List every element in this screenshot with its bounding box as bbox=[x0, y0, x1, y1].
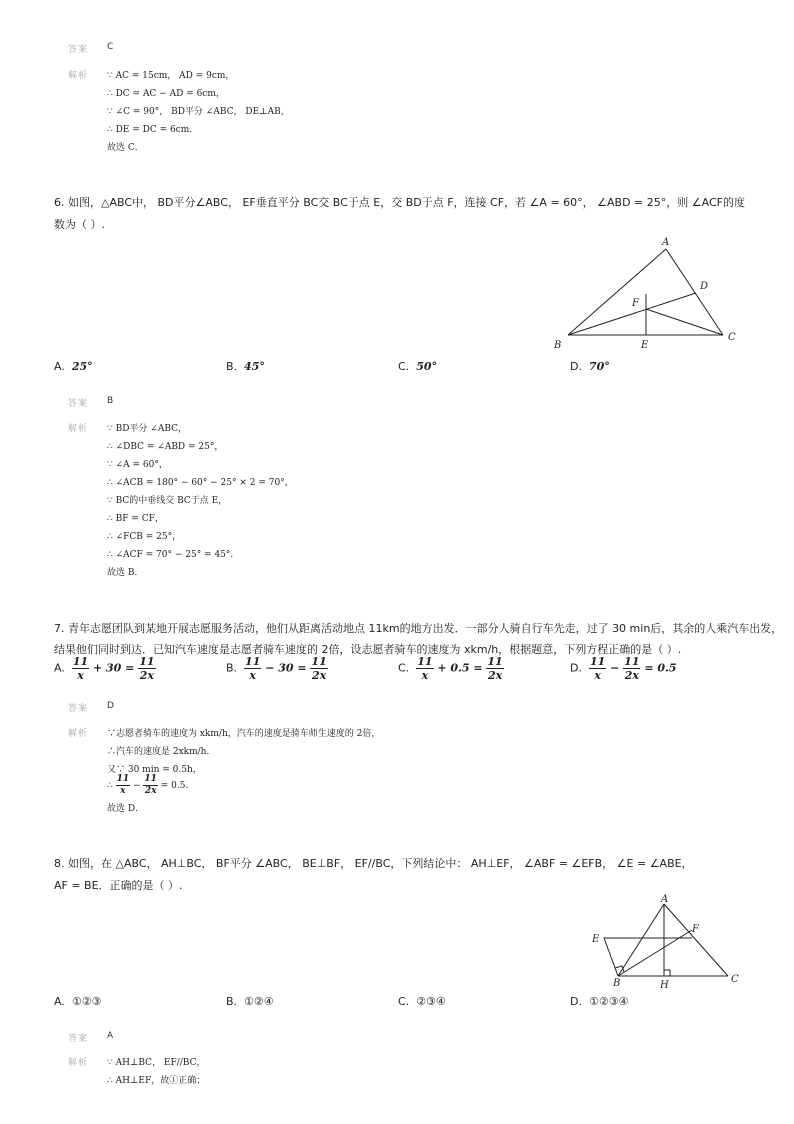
option-c[interactable]: C. ②③④ bbox=[398, 995, 446, 1008]
fraction: $\frac{11}{2x}$ bbox=[139, 655, 155, 682]
answer-value: B bbox=[107, 396, 114, 406]
solution-line: 故选 D． bbox=[107, 804, 145, 814]
question-stem: AF = BE．正确的是（ ）. bbox=[54, 879, 183, 892]
solution-line: ∴ DE = DC = 6cm． bbox=[107, 125, 199, 135]
analysis-label: 解析 bbox=[68, 1058, 89, 1068]
edge-ab bbox=[618, 904, 664, 976]
fraction: $\frac{11}{2x}$ bbox=[624, 655, 640, 682]
point-label-f: F bbox=[632, 298, 639, 309]
solution-line: ∵ BD平分 ∠ABC， bbox=[107, 424, 187, 434]
option-d[interactable]: D. 70° bbox=[570, 360, 610, 373]
solution-line: ∵ BC的中垂线交 BC于点 E， bbox=[107, 496, 228, 506]
answer-label: 答案 bbox=[68, 399, 89, 409]
solution-line: ∴ ∠ACB = 180° − 60° − 25° × 2 = 70°， bbox=[107, 478, 294, 488]
option-a[interactable]: A. $\frac{11}{x}$ + 30 = $\frac{11}{2x}$ bbox=[54, 655, 155, 682]
fraction: $\frac{11}{x}$ bbox=[417, 655, 433, 682]
edge-ab bbox=[568, 249, 666, 335]
solution-line: ∵ ∠C = 90°， BD平分 ∠ABC， DE⊥AB， bbox=[107, 107, 290, 117]
solution-line: ∴汽车的速度是 2xkm/h． bbox=[107, 747, 216, 757]
segment-cf bbox=[646, 309, 723, 335]
fraction: $\frac{11}{x}$ bbox=[116, 774, 130, 796]
segment-be bbox=[604, 938, 618, 976]
vertex-label-c: C bbox=[728, 332, 736, 343]
solution-line: 又∵ 30 min = 0.5h， bbox=[107, 765, 202, 775]
solution-line: ∴ ∠FCB = 25°， bbox=[107, 532, 182, 542]
solution-line: ∵ AC = 15cm， AD = 9cm， bbox=[107, 71, 235, 81]
vertex-label-a: A bbox=[661, 894, 669, 905]
solution-equation: ∴ $\frac{11}{x}$ − $\frac{11}{2x}$ = 0.5． bbox=[107, 774, 195, 796]
point-label-f: F bbox=[692, 924, 699, 935]
option-b[interactable]: B. ①②④ bbox=[226, 995, 274, 1008]
vertex-label-c: C bbox=[731, 974, 739, 985]
analysis-label: 解析 bbox=[68, 71, 89, 81]
option-a[interactable]: A. ①②③ bbox=[54, 995, 102, 1008]
edge-ac bbox=[666, 249, 723, 335]
option-d[interactable]: D. ①②③④ bbox=[570, 995, 629, 1008]
option-a[interactable]: A. 25° bbox=[54, 360, 93, 373]
triangle-figure bbox=[586, 892, 746, 992]
vertex-label-a: A bbox=[662, 237, 670, 248]
solution-line: ∴ AH⊥EF，故①正确； bbox=[107, 1076, 206, 1086]
solution-line: 故选 C． bbox=[107, 143, 144, 153]
solution-line: ∴ ∠DBC = ∠ABD = 25°， bbox=[107, 442, 224, 452]
fraction: $\frac{11}{x}$ bbox=[589, 655, 606, 682]
option-c[interactable]: C. 50° bbox=[398, 360, 437, 373]
vertex-label-b: B bbox=[613, 978, 621, 989]
edge-ac bbox=[664, 904, 728, 976]
question-stem: 数为（ ）. bbox=[54, 218, 105, 231]
solution-line: ∴ DC = AC − AD = 6cm， bbox=[107, 89, 225, 99]
answer-value: C bbox=[107, 42, 114, 52]
option-b[interactable]: B. $\frac{11}{x}$ − 30 = $\frac{11}{2x}$ bbox=[226, 655, 327, 682]
solution-line: ∵ AH⊥BC， EF//BC， bbox=[107, 1058, 206, 1068]
point-label-d: D bbox=[700, 281, 709, 292]
question-stem: 结果他们同时到达．已知汽车速度是志愿者骑车速度的 2倍，设志愿者骑车的速度为 xkm/h，根据题意，下列方程正确的是（ ）. bbox=[54, 643, 682, 656]
fraction: $\frac{11}{x}$ bbox=[72, 655, 89, 682]
solution-line: 故选 B． bbox=[107, 568, 144, 578]
point-label-h: H bbox=[660, 980, 669, 991]
question-stem: 8. 如图，在 △ABC， AH⊥BC， BF平分 ∠ABC， BE⊥BF， EF//BC，下列结论中： AH⊥EF， ∠ABF = ∠EFB， ∠E = ∠ABE， bbox=[54, 857, 693, 870]
solution-line: ∵志愿者骑车的速度为 xkm/h，汽车的速度是骑车师生速度的 2倍， bbox=[107, 729, 381, 739]
segment-bf bbox=[618, 930, 692, 976]
solution-line: ∴ BF = CF， bbox=[107, 514, 164, 524]
triangle-figure bbox=[548, 232, 748, 354]
answer-value: D bbox=[107, 701, 114, 711]
point-label-e: E bbox=[592, 934, 600, 945]
answer-label: 答案 bbox=[68, 704, 89, 714]
option-d[interactable]: D. $\frac{11}{x}$ − $\frac{11}{2x}$ = 0.5 bbox=[570, 655, 677, 682]
vertex-label-b: B bbox=[554, 340, 562, 351]
answer-value: A bbox=[107, 1031, 114, 1041]
answer-label: 答案 bbox=[68, 45, 89, 55]
fraction: $\frac{11}{2x}$ bbox=[144, 774, 157, 796]
analysis-label: 解析 bbox=[68, 424, 89, 434]
solution-line: ∴ ∠ACF = 70° − 25° = 45°． bbox=[107, 550, 240, 560]
option-c[interactable]: C. $\frac{11}{x}$ + 0.5 = $\frac{11}{2x}$ bbox=[398, 655, 503, 682]
fraction: $\frac{11}{2x}$ bbox=[487, 655, 503, 682]
answer-label: 答案 bbox=[68, 1034, 89, 1044]
right-angle-mark bbox=[664, 970, 670, 976]
fraction: $\frac{11}{x}$ bbox=[245, 655, 261, 682]
solution-line: ∵ ∠A = 60°， bbox=[107, 460, 168, 470]
point-label-e: E bbox=[641, 340, 649, 351]
option-b[interactable]: B. 45° bbox=[226, 360, 265, 373]
fraction: $\frac{11}{2x}$ bbox=[311, 655, 327, 682]
analysis-label: 解析 bbox=[68, 729, 89, 739]
question-stem: 7. 青年志愿团队到某地开展志愿服务活动，他们从距离活动地点 11km的地方出发．一部分人骑自行车先走，过了 30 min后，其余的人乘汽车出发， bbox=[54, 622, 783, 635]
question-stem: 6. 如图，△ABC中， BD平分∠ABC， EF垂直平分 BC交 BC于点 E，交 BD于点 F，连接 CF，若 ∠A = 60°， ∠ABD = 25°，则 ∠ACF的度 bbox=[54, 196, 745, 209]
